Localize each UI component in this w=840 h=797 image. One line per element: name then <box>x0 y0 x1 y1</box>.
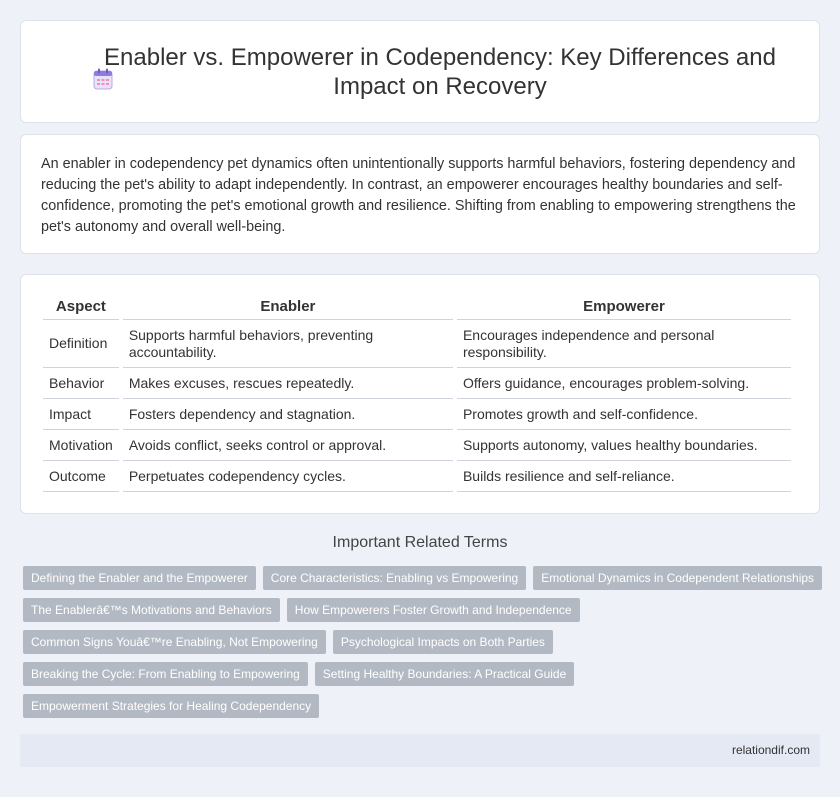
page-title: Enabler vs. Empowerer in Codependency: Key Differences and Impact on Recovery <box>104 44 776 100</box>
aspect-cell: Outcome <box>43 461 119 492</box>
footer <box>20 734 820 767</box>
table-row <box>43 399 791 430</box>
related-tag[interactable]: Common Signs Youâ€™re Enabling, Not Empowering <box>23 630 326 654</box>
comparison-card <box>20 274 820 514</box>
empowerer-cell: Encourages independence and personal responsibility. <box>457 320 791 368</box>
table-row <box>43 430 791 461</box>
summary-card <box>20 134 820 254</box>
table-row <box>43 368 791 399</box>
aspect-cell: Behavior <box>43 368 119 399</box>
related-tag[interactable]: How Empowerers Foster Growth and Independence <box>287 598 580 622</box>
table-row <box>43 461 791 492</box>
aspect-cell: Motivation <box>43 430 119 461</box>
related-tags <box>23 566 823 718</box>
empowerer-cell: Builds resilience and self-reliance. <box>457 461 791 492</box>
aspect-cell: Definition <box>43 320 119 368</box>
related-tag[interactable]: Core Characteristics: Enabling vs Empowering <box>263 566 526 590</box>
header-empowerer: Empowerer <box>457 293 791 320</box>
summary-text: An enabler in codependency pet dynamics often unintentionally supports harmful behaviors, fostering dependency and reducing the pet's ability to adapt independently. In contrast, an empowerer encourages healthy boundaries and self-confidence, promoting the pet's emotional growth and resilience. Shifting from enabling to empowering strengthens the pet's autonomy and overall well-being. <box>41 156 796 235</box>
site-name[interactable]: relationdif.com <box>731 743 810 757</box>
related-tag[interactable]: Breaking the Cycle: From Enabling to Empowering <box>23 662 308 686</box>
related-tag[interactable]: The Enablerâ€™s Motivations and Behaviors <box>23 598 280 622</box>
related-terms-title: Important Related Terms <box>332 534 508 551</box>
header-card <box>20 20 820 123</box>
related-tag[interactable]: Emotional Dynamics in Codependent Relationships <box>533 566 822 590</box>
table-row <box>43 320 791 368</box>
empowerer-cell: Supports autonomy, values healthy boundaries. <box>457 430 791 461</box>
enabler-cell: Avoids conflict, seeks control or approval. <box>123 430 453 461</box>
enabler-cell: Perpetuates codependency cycles. <box>123 461 453 492</box>
enabler-cell: Fosters dependency and stagnation. <box>123 399 453 430</box>
header-aspect: Aspect <box>43 293 119 320</box>
aspect-cell: Impact <box>43 399 119 430</box>
related-tag[interactable]: Defining the Enabler and the Empowerer <box>23 566 256 590</box>
enabler-cell: Supports harmful behaviors, preventing accountability. <box>123 320 453 368</box>
related-tag[interactable]: Setting Healthy Boundaries: A Practical Guide <box>315 662 574 686</box>
comparison-table <box>39 293 795 492</box>
enabler-cell: Makes excuses, rescues repeatedly. <box>123 368 453 399</box>
header-enabler: Enabler <box>123 293 453 320</box>
empowerer-cell: Promotes growth and self-confidence. <box>457 399 791 430</box>
empowerer-cell: Offers guidance, encourages problem-solving. <box>457 368 791 399</box>
related-tag[interactable]: Psychological Impacts on Both Parties <box>333 630 553 654</box>
related-tag[interactable]: Empowerment Strategies for Healing Codependency <box>23 694 319 718</box>
